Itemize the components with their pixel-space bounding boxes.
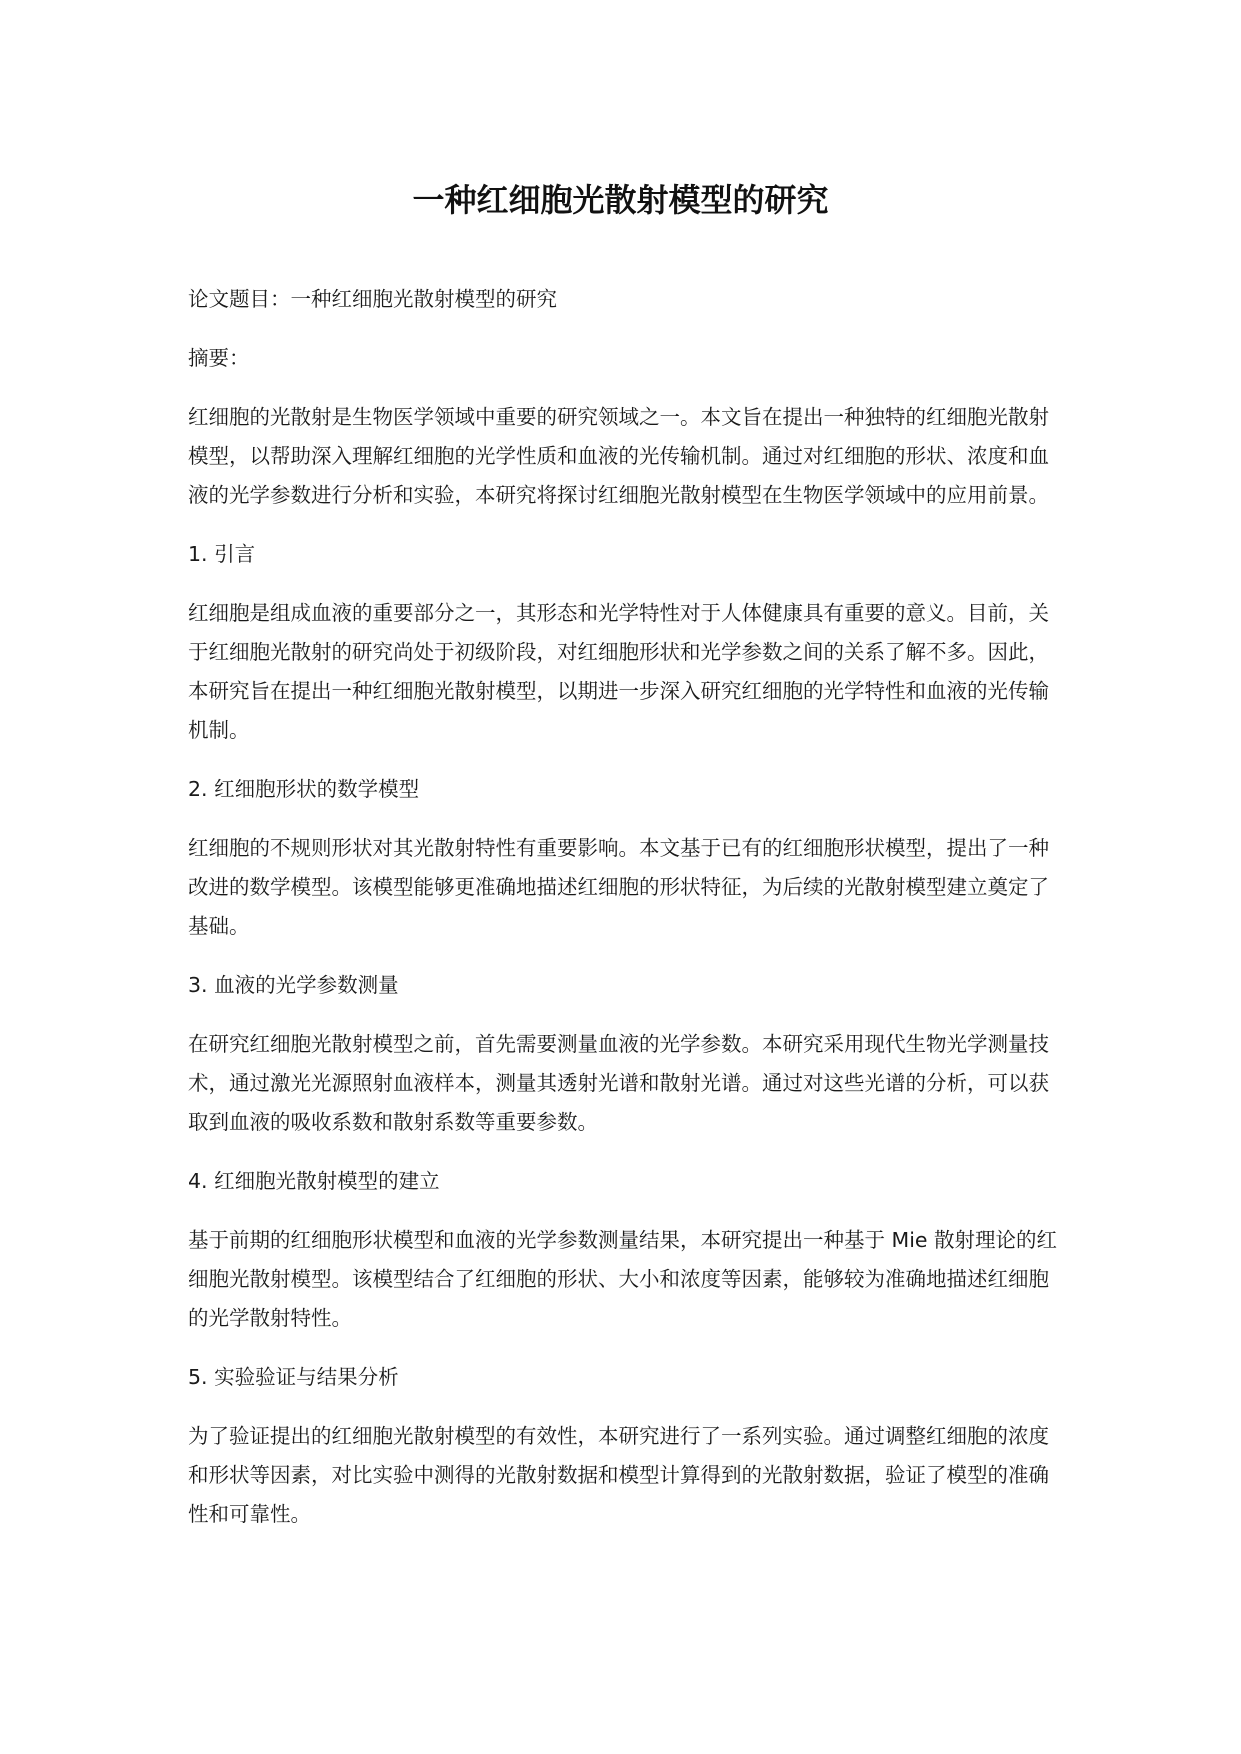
topic-line: 论文题目：一种红细胞光散射模型的研究 [188, 287, 557, 311]
section-heading-optical-measurement: 3. 血液的光学参数测量 [188, 973, 399, 997]
document-title: 一种红细胞光散射模型的研究 [412, 181, 829, 219]
abstract-label: 摘要： [188, 346, 250, 370]
section-heading-introduction: 1. 引言 [188, 542, 256, 566]
section-heading-validation: 5. 实验验证与结果分析 [188, 1365, 399, 1389]
section-heading-shape-model: 2. 红细胞形状的数学模型 [188, 777, 420, 801]
section-text-model-building: 基于前期的红细胞形状模型和血液的光学参数测量结果，本研究提出一种基于 Mie 散射理论的红细胞光散射模型。该模型结合了红细胞的形状、大小和浓度等因素，能够较为准确地描述红细胞的光学散射特性。 [188, 1228, 1058, 1330]
section-text-optical-measurement: 在研究红细胞光散射模型之前，首先需要测量血液的光学参数。本研究采用现代生物光学测量技术，通过激光光源照射血液样本，测量其透射光谱和散射光谱。通过对这些光谱的分析，可以获取到血液的吸收系数和散射系数等重要参数。 [188, 1032, 1049, 1134]
abstract-text: 红细胞的光散射是生物医学领域中重要的研究领域之一。本文旨在提出一种独特的红细胞光散射模型，以帮助深入理解红细胞的光学性质和血液的光传输机制。通过对红细胞的形状、浓度和血液的光学参数进行分析和实验，本研究将探讨红细胞光散射模型在生物医学领域中的应用前景。 [188, 405, 1049, 507]
section-text-validation: 为了验证提出的红细胞光散射模型的有效性，本研究进行了一系列实验。通过调整红细胞的浓度和形状等因素，对比实验中测得的光散射数据和模型计算得到的光散射数据，验证了模型的准确性和可靠性。 [188, 1424, 1049, 1526]
document-body [188, 280, 1068, 1554]
section-text-shape-model: 红细胞的不规则形状对其光散射特性有重要影响。本文基于已有的红细胞形状模型，提出了一种改进的数学模型。该模型能够更准确地描述红细胞的形状特征，为后续的光散射模型建立奠定了基础。 [188, 836, 1049, 938]
section-heading-model-building: 4. 红细胞光散射模型的建立 [188, 1169, 440, 1193]
section-text-introduction: 红细胞是组成血液的重要部分之一，其形态和光学特性对于人体健康具有重要的意义。目前，关于红细胞光散射的研究尚处于初级阶段，对红细胞形状和光学参数之间的关系了解不多。因此，本研究旨在提出一种红细胞光散射模型，以期进一步深入研究红细胞的光学特性和血液的光传输机制。 [188, 601, 1049, 742]
